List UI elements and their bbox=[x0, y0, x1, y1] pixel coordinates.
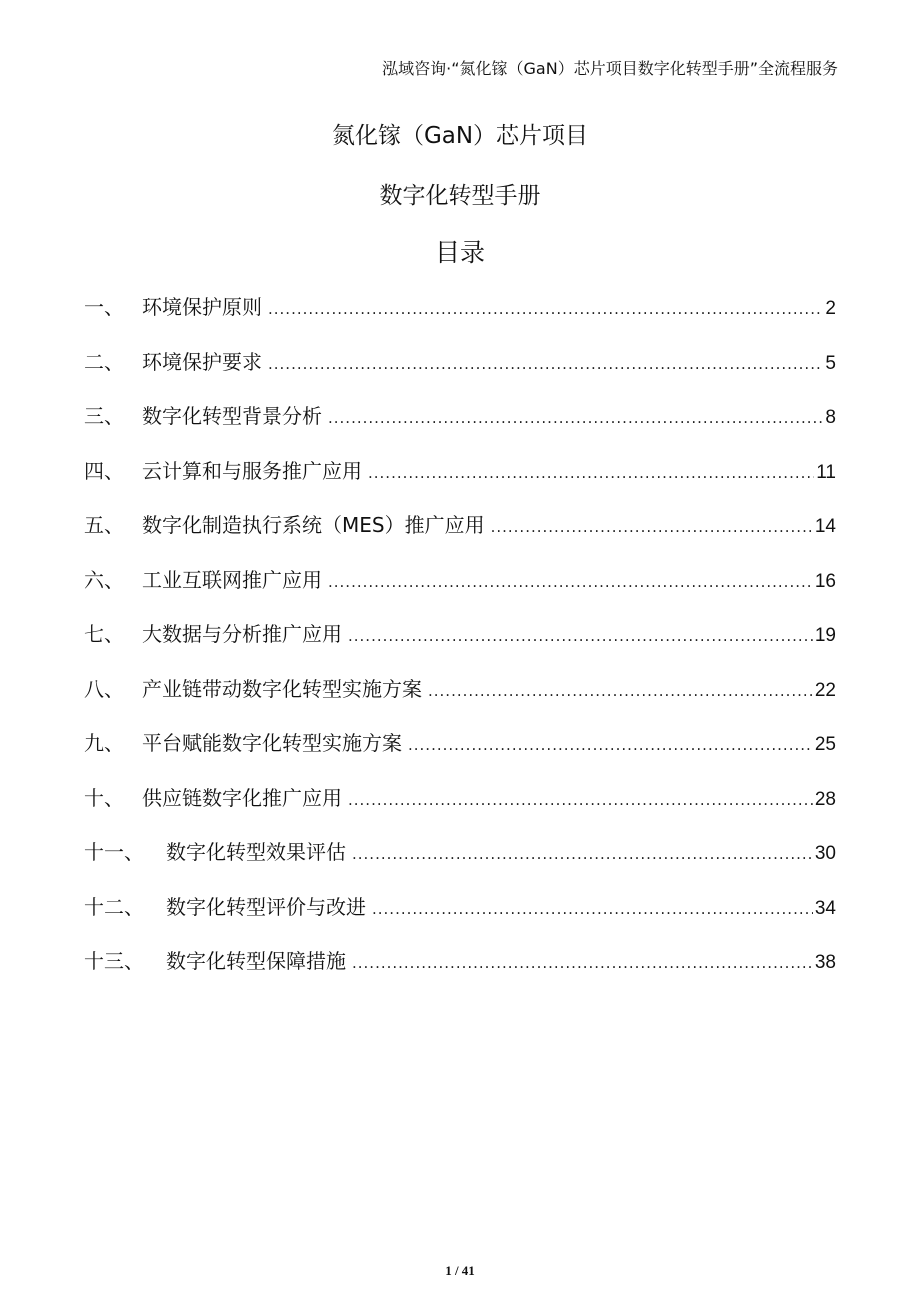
toc-entry-label: 数字化转型保障措施 bbox=[166, 949, 346, 973]
toc-entry-page: 22 bbox=[814, 679, 836, 701]
toc-dot-leader bbox=[491, 512, 813, 542]
toc-entry-page: 34 bbox=[814, 897, 836, 919]
toc-entry-page: 38 bbox=[814, 952, 836, 973]
toc-entry-11[interactable] bbox=[84, 837, 836, 892]
document-subtitle: 数字化转型手册 bbox=[379, 183, 541, 209]
toc-entry-page: 25 bbox=[814, 734, 836, 755]
table-of-contents bbox=[84, 292, 836, 1001]
toc-entry-label: 产业链带动数字化转型实施方案 bbox=[142, 676, 422, 701]
toc-entry-page: 28 bbox=[814, 788, 836, 810]
toc-entry-9[interactable] bbox=[84, 728, 836, 783]
toc-dot-leader bbox=[368, 458, 814, 488]
toc-entry-number: 六、 bbox=[84, 567, 124, 592]
toc-dot-leader bbox=[408, 730, 813, 760]
toc-dot-leader bbox=[352, 839, 813, 869]
toc-entry-3[interactable] bbox=[84, 401, 836, 456]
toc-entry-label: 数字化制造执行系统（MES）推广应用 bbox=[142, 513, 485, 537]
toc-entry-13[interactable] bbox=[84, 946, 836, 1001]
toc-dot-leader bbox=[372, 894, 813, 924]
running-header: 泓域咨询·“氮化镓（GaN）芯片项目数字化转型手册”全流程服务 bbox=[382, 59, 838, 78]
toc-entry-label: 大数据与分析推广应用 bbox=[142, 622, 342, 646]
toc-entry-label: 供应链数字化推广应用 bbox=[142, 785, 342, 810]
toc-entry-10[interactable] bbox=[84, 783, 836, 838]
toc-heading: 目录 bbox=[434, 238, 485, 267]
toc-entry-number: 十、 bbox=[84, 785, 124, 810]
toc-entry-page: 5 bbox=[825, 352, 836, 374]
toc-entry-6[interactable] bbox=[84, 565, 836, 620]
toc-entry-number: 三、 bbox=[84, 404, 124, 428]
toc-entry-1[interactable] bbox=[84, 292, 836, 347]
toc-entry-label: 云计算和与服务推广应用 bbox=[142, 458, 362, 483]
toc-entry-2[interactable] bbox=[84, 347, 836, 402]
toc-entry-label: 环境保护原则 bbox=[142, 295, 262, 319]
toc-entry-number: 十三、 bbox=[84, 949, 144, 973]
toc-entry-number: 二、 bbox=[84, 349, 124, 374]
toc-dot-leader bbox=[352, 948, 813, 978]
toc-entry-page: 19 bbox=[814, 625, 836, 646]
toc-entry-number: 九、 bbox=[84, 731, 124, 755]
toc-dot-leader bbox=[348, 785, 813, 815]
toc-entry-page: 11 bbox=[816, 461, 836, 483]
toc-entry-page: 16 bbox=[814, 570, 836, 592]
toc-entry-8[interactable] bbox=[84, 674, 836, 729]
toc-entry-label: 环境保护要求 bbox=[142, 349, 262, 374]
toc-dot-leader bbox=[428, 676, 813, 706]
toc-entry-number: 五、 bbox=[84, 513, 124, 537]
toc-entry-number: 七、 bbox=[84, 622, 124, 646]
toc-dot-leader bbox=[328, 403, 823, 433]
toc-entry-label: 工业互联网推广应用 bbox=[142, 567, 322, 592]
toc-entry-4[interactable] bbox=[84, 456, 836, 511]
toc-entry-page: 14 bbox=[814, 516, 836, 537]
toc-dot-leader bbox=[348, 621, 813, 651]
toc-entry-page: 30 bbox=[814, 843, 836, 864]
toc-entry-number: 十一、 bbox=[84, 840, 144, 864]
toc-entry-label: 平台赋能数字化转型实施方案 bbox=[142, 731, 402, 755]
toc-dot-leader bbox=[268, 349, 823, 379]
toc-entry-label: 数字化转型效果评估 bbox=[166, 840, 346, 864]
toc-entry-number: 十二、 bbox=[84, 894, 144, 919]
toc-entry-page: 8 bbox=[825, 407, 836, 428]
toc-dot-leader bbox=[268, 294, 823, 324]
page-number-footer: 1 / 41 bbox=[445, 1263, 475, 1278]
toc-entry-label: 数字化转型评价与改进 bbox=[166, 894, 366, 919]
toc-entry-5[interactable] bbox=[84, 510, 836, 565]
toc-entry-12[interactable] bbox=[84, 892, 836, 947]
toc-entry-number: 八、 bbox=[84, 676, 124, 701]
toc-entry-page: 2 bbox=[825, 298, 836, 319]
toc-entry-number: 一、 bbox=[84, 295, 124, 319]
toc-entry-7[interactable] bbox=[84, 619, 836, 674]
document-title: 氮化镓（GaN）芯片项目 bbox=[331, 123, 589, 149]
toc-entry-label: 数字化转型背景分析 bbox=[142, 404, 322, 428]
toc-dot-leader bbox=[328, 567, 813, 597]
toc-entry-number: 四、 bbox=[84, 458, 124, 483]
